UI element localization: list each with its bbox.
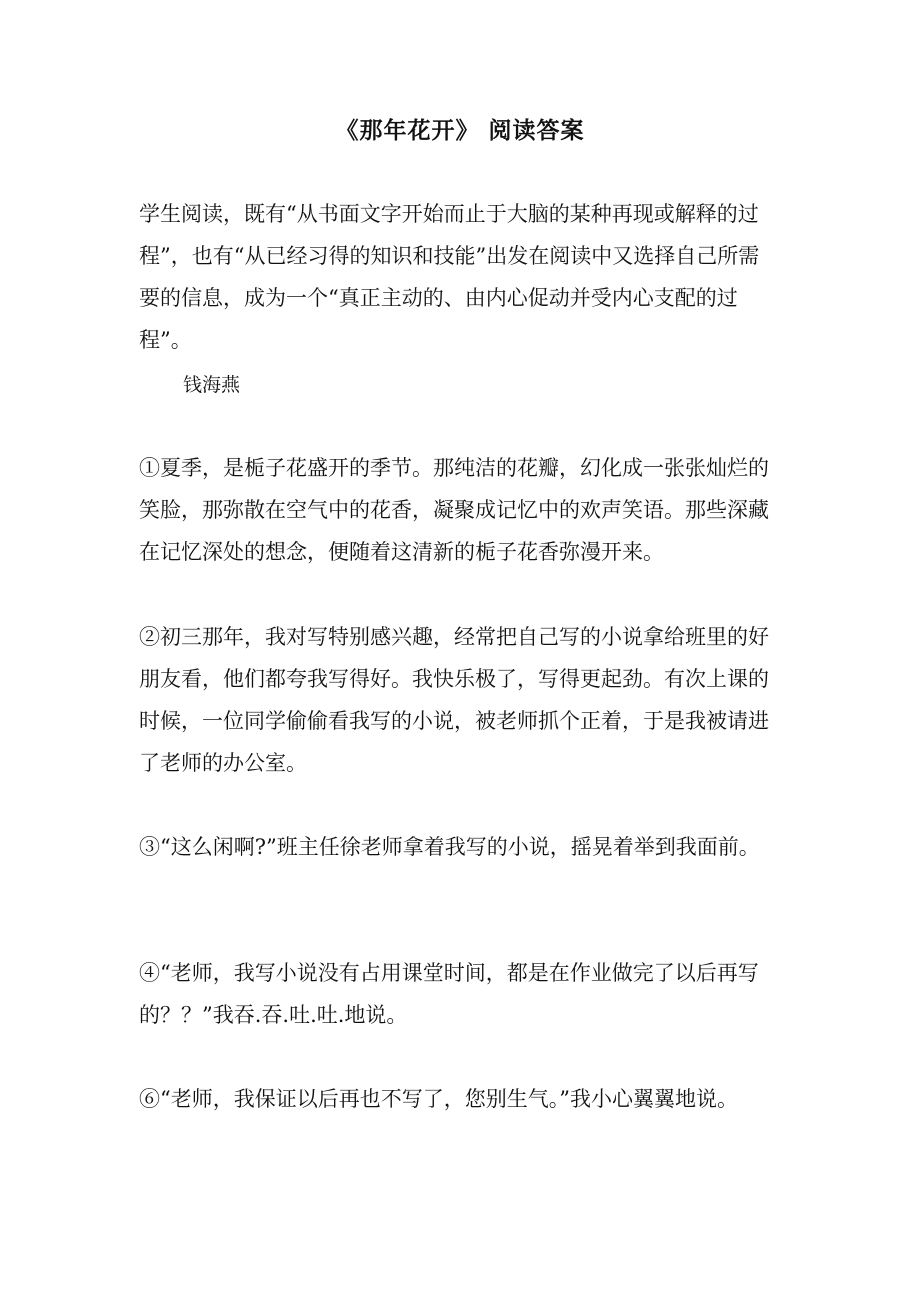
- document-title: 《那年花开》 阅读答案: [335, 118, 585, 144]
- intro-paragraph: 学生阅读，既有“从书面文字开始而止于大脑的某种再现或解释的过程”，也有“从已经习得的知识和技能”出发在阅读中又选择自己所需要的信息，成为一个“真正主动的、由内心促动并受内心支配的过程”。: [139, 202, 760, 352]
- paragraph-3: ③“这么闲啊?”班主任徐老师拿着我写的小说，摇晃着举到我面前。: [139, 835, 760, 859]
- author-name: 钱海燕: [183, 374, 241, 396]
- paragraph-6: ⑥“老师，我保证以后再也不写了，您别生气。”我小心翼翼地说。: [139, 1087, 738, 1111]
- paragraph-4: ④“老师，我写小说没有占用课堂时间，都是在作业做完了以后再写的？？”我吞.吞.吐.吐.地说。: [139, 961, 759, 1027]
- paragraph-1: ①夏季，是栀子花盛开的季节。那纯洁的花瓣，幻化成一张张灿烂的笑脸，那弥散在空气中的花香，凝聚成记忆中的欢声笑语。那些深藏在记忆深处的想念，便随着这清新的栀子花香弥漫开来。: [139, 456, 769, 564]
- paragraph-2: ②初三那年，我对写特别感兴趣，经常把自己写的小说拿给班里的好朋友看，他们都夸我写得好。我快乐极了，写得更起劲。有次上课的时候，一位同学偷偷看我写的小说，被老师抓个正着，于是我被请进了老师的办公室。: [139, 625, 769, 775]
